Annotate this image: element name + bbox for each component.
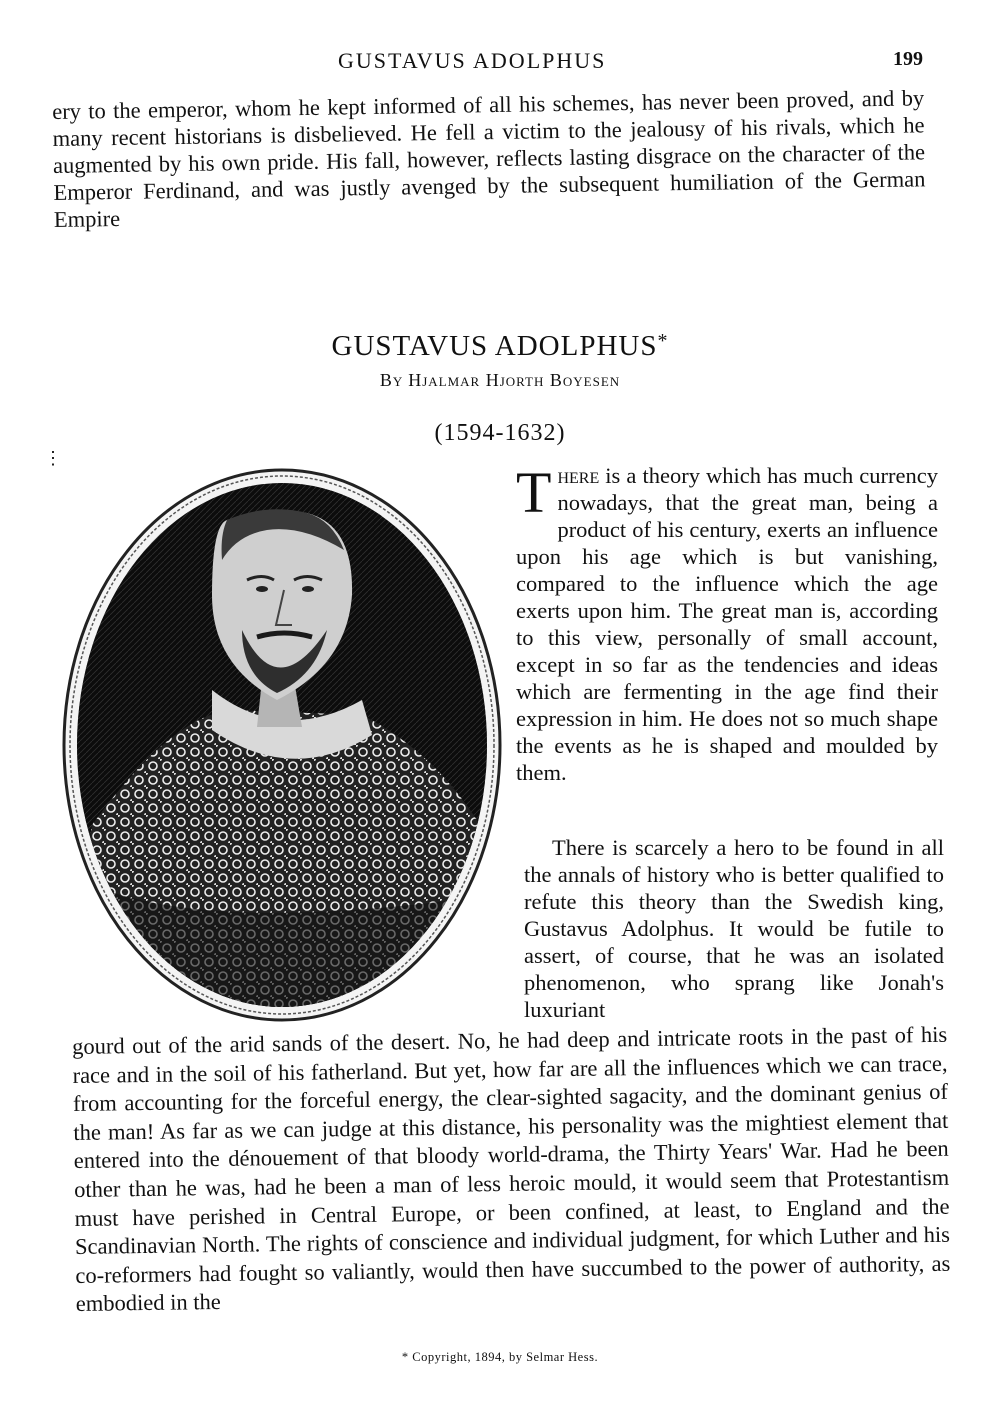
portrait-engraving-icon xyxy=(62,465,507,1025)
article-title xyxy=(0,330,1000,363)
author-name: Hjalmar Hjorth Boyesen xyxy=(408,370,621,390)
first-word-small-caps: here xyxy=(557,463,600,488)
life-dates: (1594-1632) xyxy=(434,420,566,446)
second-paragraph-beside-portrait: There is scarcely a hero to be found in all the annals of history who is better qualified to refute this theory than the Swedish king, Gustavus Adolphus. It would be futile to assert, of course, that he was an isolated phenomenon, who sprang like Jonah's luxuriant xyxy=(524,835,944,1022)
drop-cap: T xyxy=(516,460,552,525)
opening-paragraph-text: is a theory which has much currency nowadays, that the great man, being a product of his century, exerts an influence upon his age which is but vanishing, compared to the influence which the age exerts upon him. The great man is, according to this view, personally of small account, except in so far as the tendencies and ideas which are fermenting in the age find their expression in him. He does not so much shape the events as he is shaped and moulded by them. xyxy=(516,463,938,785)
byline-prefix: By xyxy=(379,370,404,390)
article-title-text: GUSTAVUS ADOLPHUS xyxy=(331,330,658,362)
opening-paragraph xyxy=(516,462,938,786)
byline xyxy=(0,370,1000,391)
copyright-footnote: * Copyright, 1894, by Selmar Hess. xyxy=(401,1350,599,1364)
margin-mark: ⋮ xyxy=(44,448,62,468)
running-title: GUSTAVUS ADOLPHUS xyxy=(338,48,607,73)
previous-article-ending: ery to the emperor, whom he kept informed of all his schemes, has never been proved, and by many recent historians is disbelieved. He fell a victim to the jealousy of his rivals, which he augmented by his own pride. His fall, however, reflects lasting disgrace on the character of the Emperor Ferdinand, and was justly avenged by the subsequent humiliation of the German Empire xyxy=(52,85,926,232)
copyright-footnote-marker: * xyxy=(657,330,669,352)
page-number: 199 xyxy=(893,48,923,70)
second-paragraph-continued: gourd out of the arid sands of the desert. No, he had deep and intricate roots in the past of his race and in the soil of his fatherland. But yet, how far are all the influences which we can trace, from accounting for the forceful energy, the clear-sighted sagacity, and the dominant genius of the man! As far as we can judge at this distance, his personality was the mightiest element that entered into the dénouement of that bloody world-drama, the Thirty Years' War. Had he been other than he was, had he been a man of less heroic mould, it would seem that Protestantism must have perished in Central Europe, or been confined, at least, to England and the Scandinavian North. The rights of conscience and individual judgment, for which Luther and his co-reformers had fought so valiantly, would then have succumbed to the power of authority, as embodied in the xyxy=(72,1021,951,1317)
